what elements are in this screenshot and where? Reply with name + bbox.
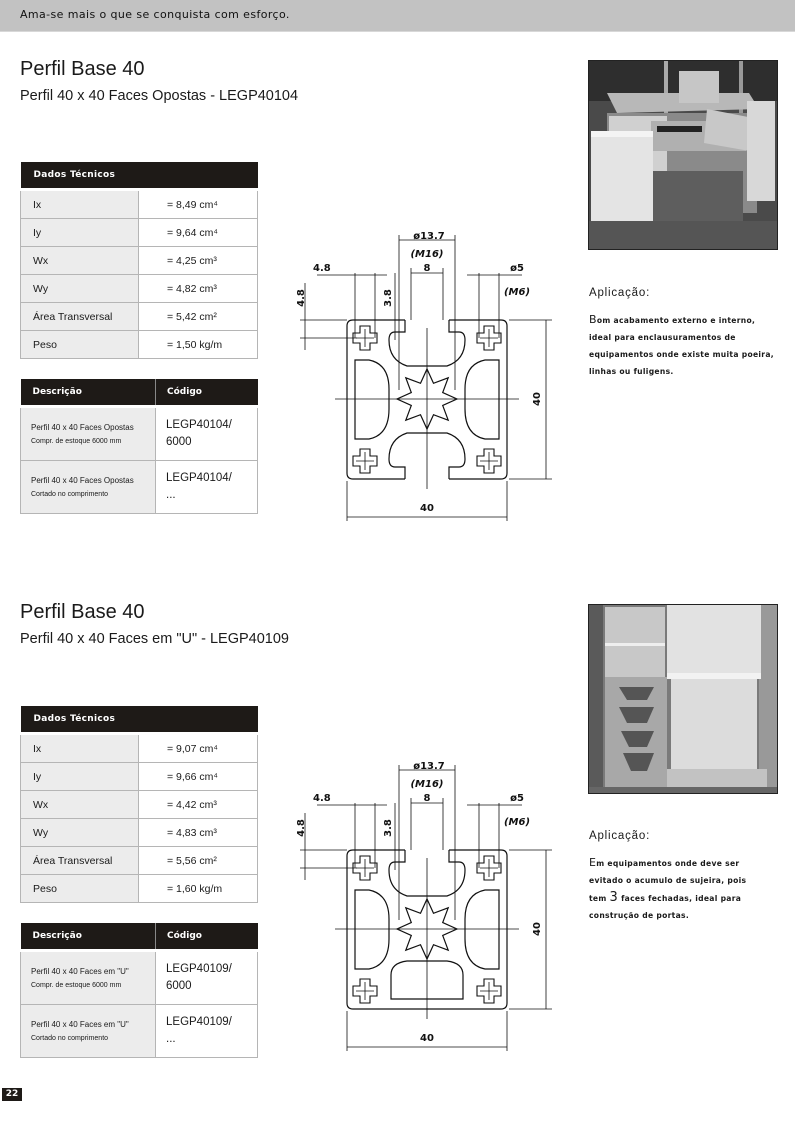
cabinet-door-photo-icon [589, 605, 777, 793]
application-text [589, 854, 759, 924]
property-label: Área Transversal [21, 847, 139, 875]
code-header: Código [156, 379, 258, 407]
description-line1: Perfil 40 x 40 Faces Opostas [31, 422, 134, 432]
left-pocket [355, 890, 389, 969]
property-value: = 9,64 cm⁴ [139, 219, 258, 247]
table-row [21, 247, 258, 275]
product-code: LEGP40109/ [166, 1016, 232, 1028]
application-photo [588, 604, 778, 794]
dimension-bore-thread-label: (M16) [410, 249, 444, 260]
dimension-hole-thread-label: (M6) [503, 817, 531, 828]
dimension-slot-label: 8 [423, 263, 431, 274]
profile-section-1 [0, 58, 795, 598]
property-value: = 5,42 cm² [139, 303, 258, 331]
application-title: Aplicação: [589, 830, 651, 842]
product-code-suffix: ... [166, 489, 176, 501]
table-row [21, 791, 258, 819]
product-code-suffix: 6000 [166, 980, 192, 992]
product-code-suffix: 6000 [166, 436, 192, 448]
property-label: Área Transversal [21, 303, 139, 331]
property-value: = 4,25 cm³ [139, 247, 258, 275]
property-label: Iy [21, 763, 139, 791]
application-text-body: om acabamento externo e interno, ideal para enclausuramentos de equipamentos onde existe muita poeira, linhas ou fuligens. [589, 316, 774, 376]
table-row [21, 275, 258, 303]
section-title: Perfil Base 40 [20, 601, 145, 623]
description-line1: Perfil 40 x 40 Faces Opostas [31, 475, 134, 485]
description-header: Descrição [21, 923, 156, 951]
property-label: Wx [21, 791, 139, 819]
application-text-number: 3 [609, 890, 619, 905]
dimension-height-label: 40 [532, 392, 543, 406]
application-text [589, 311, 774, 380]
application-photo [588, 60, 778, 250]
table-row [21, 331, 258, 359]
page-number: 22 [2, 1088, 22, 1101]
property-label: Peso [21, 875, 139, 903]
dimension-lip-label: 3.8 [383, 819, 394, 837]
top-banner [0, 0, 795, 32]
table-row [21, 303, 258, 331]
tech-table-header: Dados Técnicos [21, 706, 258, 734]
dimension-corner-width-label: 4.8 [313, 793, 331, 804]
property-value: = 9,66 cm⁴ [139, 763, 258, 791]
table-row [21, 219, 258, 247]
section-subtitle: Perfil 40 x 40 Faces em "U" - LEGP40109 [20, 631, 290, 647]
table-row [21, 1005, 258, 1058]
property-label: Ix [21, 190, 139, 219]
dimension-hole-label: ø5 [510, 263, 524, 274]
table-row [21, 847, 258, 875]
table-row [21, 819, 258, 847]
tagline: Ama-se mais o que se conquista com esforço. [20, 8, 290, 21]
description-line2: Cortado no comprimento [31, 490, 109, 498]
table-row [21, 763, 258, 791]
dimension-width-label: 40 [420, 1033, 434, 1044]
dimension-corner-height-label: 4.8 [296, 289, 307, 307]
code-header: Código [156, 923, 258, 951]
property-label: Wy [21, 275, 139, 303]
description-header: Descrição [21, 379, 156, 407]
property-label: Iy [21, 219, 139, 247]
product-code: LEGP40109/ [166, 963, 232, 975]
tech-table-header: Dados Técnicos [21, 162, 258, 190]
property-value: = 1,60 kg/m [139, 875, 258, 903]
product-code-suffix: ... [166, 1033, 176, 1045]
table-row [21, 190, 258, 219]
dimension-hole-label: ø5 [510, 793, 524, 804]
application-text-initial: B [589, 313, 597, 326]
dimension-hole-thread-label: (M6) [503, 287, 531, 298]
application-text-body: m equipamentos onde deve ser evitado o acumulo de sujeira, pois tem [589, 859, 747, 903]
tech-data-table [20, 706, 258, 903]
application-title: Aplicação: [589, 287, 651, 299]
table-row [21, 407, 258, 461]
product-code: LEGP40104/ [166, 472, 232, 484]
right-pocket [465, 360, 499, 439]
property-value: = 9,07 cm⁴ [139, 734, 258, 763]
section-title: Perfil Base 40 [20, 58, 145, 80]
profile-cross-section-svg [290, 703, 570, 1044]
description-line1: Perfil 40 x 40 Faces em "U" [31, 966, 129, 976]
dimension-lip-label: 3.8 [383, 289, 394, 307]
property-value: = 4,42 cm³ [139, 791, 258, 819]
property-value: = 1,50 kg/m [139, 331, 258, 359]
tech-data-table [20, 162, 258, 359]
dimension-corner-width-label: 4.8 [313, 263, 331, 274]
right-pocket [465, 890, 499, 969]
property-value: = 4,83 cm³ [139, 819, 258, 847]
profile-drawing [290, 703, 570, 1044]
property-value: = 4,82 cm³ [139, 275, 258, 303]
left-pocket [355, 360, 389, 439]
description-line2: Cortado no comprimento [31, 1034, 109, 1042]
table-row [21, 875, 258, 903]
dimension-corner-height-label: 4.8 [296, 819, 307, 837]
table-row [21, 461, 258, 514]
application-text-initial: E [589, 856, 597, 869]
description-line1: Perfil 40 x 40 Faces em "U" [31, 1019, 129, 1029]
description-line2: Compr. de estoque 6000 mm [31, 981, 122, 989]
property-label: Wy [21, 819, 139, 847]
profile-cross-section-svg [290, 173, 570, 514]
property-value: = 5,56 cm² [139, 847, 258, 875]
workbench-cart-photo-icon [589, 61, 777, 249]
property-label: Ix [21, 734, 139, 763]
application-text-body-end: faces fechadas, ideal para construção de portas. [589, 894, 742, 920]
dimension-bore-label: ø13.7 [413, 231, 445, 242]
profile-drawing [290, 173, 570, 514]
table-row [21, 951, 258, 1005]
table-row [21, 734, 258, 763]
dimension-bore-thread-label: (M16) [410, 779, 444, 790]
dimension-slot-label: 8 [423, 793, 431, 804]
property-label: Wx [21, 247, 139, 275]
dimension-bore-label: ø13.7 [413, 761, 445, 772]
dimension-width-label: 40 [420, 503, 434, 514]
dimension-height-label: 40 [532, 922, 543, 936]
profile-section-2 [0, 601, 795, 1141]
description-table [20, 379, 258, 514]
product-code: LEGP40104/ [166, 419, 232, 431]
description-table [20, 923, 258, 1058]
description-line2: Compr. de estoque 6000 mm [31, 437, 122, 445]
property-value: = 8,49 cm⁴ [139, 190, 258, 219]
property-label: Peso [21, 331, 139, 359]
section-subtitle: Perfil 40 x 40 Faces Opostas - LEGP40104 [20, 88, 299, 104]
